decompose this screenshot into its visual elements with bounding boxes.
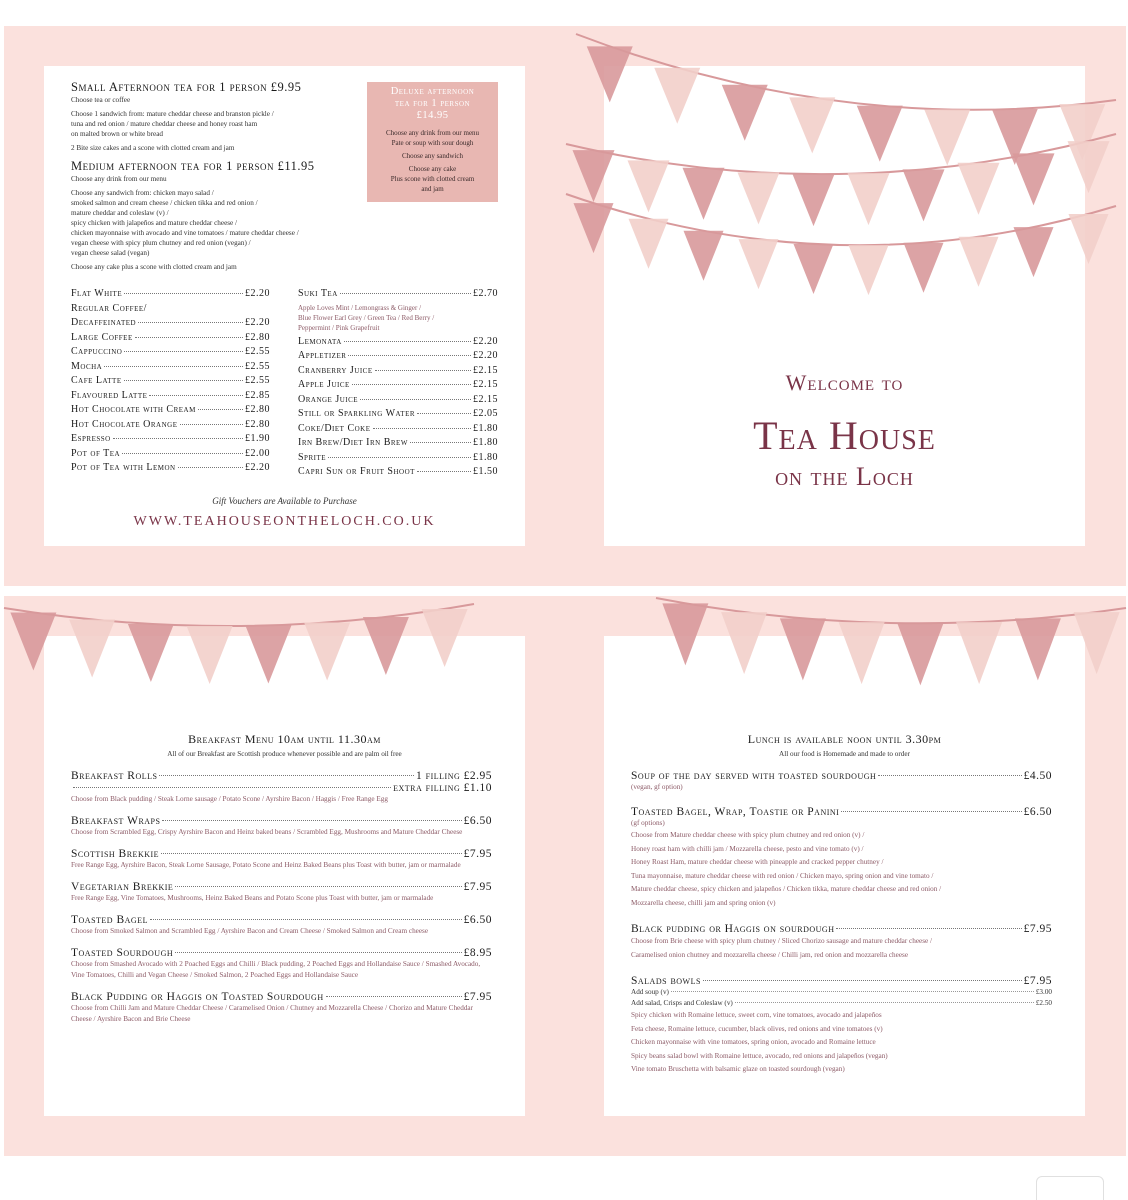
small-line: Choose tea or coffee (71, 96, 131, 104)
leader-dots (124, 380, 243, 381)
bunting-flag (959, 237, 999, 287)
deluxe-line: Plus scone with clotted cream (390, 175, 475, 183)
menu-item-extra: extra filling £1.10 (393, 782, 492, 794)
menu-item-price: £4.50 (1023, 770, 1052, 782)
bunting-flag (1014, 227, 1054, 277)
medium-line: spicy chicken with jalapeños and mature cheddar cheese / (71, 219, 238, 227)
bunting-flag (587, 46, 633, 102)
drink-price: £1.50 (473, 466, 498, 477)
menu-item-row (71, 991, 492, 1003)
medium-line: Choose any cake plus a scone with clotted cream and jam (71, 263, 237, 271)
menu-item-name: Black pudding or Haggis on sourdough (631, 923, 835, 935)
drink-name: Capri Sun or Fruit Shoot (298, 466, 415, 477)
drink-row (71, 346, 270, 361)
breakfast-subtitle: All of our Breakfast are Scottish produce whenever possible and are palm oil free (167, 750, 402, 758)
menu-item-description: Choose from Smashed Avocado with 2 Poached Eggs and Chilli / Black pudding, 2 Poached Eggs and Hollandaise Sauce / Smashed Avocado, Vine Tomatoes, Chilli and Vegan Cheese / Smoked Salmon, 2 Poached Eggs and Hollandaise Sauce (71, 960, 481, 979)
bunting-flag (924, 109, 970, 165)
leader-dots (175, 886, 461, 887)
drink-price: £2.55 (245, 346, 270, 357)
top-spread (4, 26, 1126, 586)
bunting-flag (739, 239, 779, 289)
drink-name: Hot Chocolate with Cream (71, 404, 196, 415)
leader-dots (138, 322, 243, 323)
cold-drinks-list (298, 288, 498, 481)
menu-item-name: Breakfast Wraps (71, 815, 161, 827)
afternoon-tea-section (71, 78, 361, 272)
drink-name: Cranberry Juice (298, 364, 373, 376)
drink-row (298, 379, 498, 394)
medium-line: mature cheddar and coleslaw (v) / (71, 209, 169, 217)
menu-item-name: Toasted Sourdough (71, 947, 174, 959)
bunting-decoration (4, 596, 484, 706)
drink-row (298, 452, 498, 467)
drink-name: Sprite (298, 451, 327, 463)
bunting-flag (128, 624, 174, 682)
drink-row (71, 419, 270, 434)
deluxe-line: and jam (421, 185, 444, 193)
deluxe-title: Deluxe afternoon (390, 86, 475, 97)
addon-row (631, 998, 1052, 1009)
bunting-flag (722, 85, 768, 141)
drink-price: £2.15 (473, 379, 498, 390)
leader-dots (671, 991, 1034, 992)
small-line: tuna and red onion / mature cheddar cheese and honey roast ham (71, 120, 258, 128)
suki-flavour-line: Apple Loves Mint / Lemongrass & Ginger / (298, 303, 422, 312)
small-line: Choose 1 sandwich from: mature cheddar cheese and branston pickle / (71, 110, 274, 118)
drink-row (298, 288, 498, 303)
leader-dots (198, 409, 243, 410)
menu-item-option-line: Spicy beans salad bowl with Romaine lettuce, avocado, red onions and jalapeños (vegan) (631, 1051, 888, 1060)
menu-item-price: £6.50 (463, 815, 492, 827)
drink-price: £1.80 (473, 422, 498, 434)
leader-dots (417, 413, 471, 414)
drink-price: £1.80 (473, 451, 498, 463)
menu-item-option-line: Honey Roast Ham, mature cheddar cheese with pineapple and cracked pepper chutney / (631, 858, 884, 866)
drink-name: Mocha (71, 360, 103, 372)
drink-row (71, 361, 270, 376)
lunch-title: Lunch is available noon until 3.30pm (747, 732, 942, 746)
drink-row (298, 394, 498, 409)
deluxe-line: Pate or soup with sour dough (391, 139, 474, 147)
menu-item-name: Toasted Bagel (71, 914, 148, 926)
menu-item-row (71, 848, 492, 860)
bunting-flag (1013, 153, 1055, 205)
bunting-flag (422, 609, 468, 667)
bunting-flag (1074, 612, 1120, 674)
leader-dots (135, 337, 243, 338)
leader-dots (73, 787, 391, 788)
drink-name: Pot of Tea with Lemon (71, 462, 176, 473)
menu-item-option-line: Vine tomato Bruschetta with balsamic glaze on toasted sourdough (vegan) (631, 1065, 845, 1073)
drink-price: £2.80 (245, 331, 270, 343)
leader-dots (344, 341, 471, 342)
breakfast-page (44, 636, 525, 1116)
leader-dots (373, 428, 472, 429)
menu-item (71, 815, 492, 838)
bunting-flag (683, 168, 725, 220)
leader-dots (159, 775, 414, 776)
drink-price: £2.80 (245, 418, 270, 430)
menu-item (631, 806, 1052, 910)
menu-item-description: Choose from Scrambled Egg, Crispy Ayrshire Bacon and Heinz baked beans / Scrambled Egg, Mushrooms and Mature Cheddar Cheese (71, 828, 463, 836)
deluxe-title: tea for 1 person (394, 98, 471, 109)
leader-dots (360, 399, 471, 400)
bunting-flag (1069, 214, 1109, 264)
drink-row (71, 404, 270, 419)
drink-price: £1.90 (245, 433, 270, 444)
menu-item-option-line: Chicken mayonnaise with vine tomatoes, spring onion, avocado and Romaine lettuce (631, 1038, 876, 1046)
drink-price: £2.20 (473, 335, 498, 347)
menu-item (71, 848, 492, 871)
drink-name: Decaffeinated (71, 317, 137, 328)
leader-dots (375, 370, 471, 371)
menu-item-row (631, 923, 1052, 935)
drink-row (298, 437, 498, 452)
drink-price: £2.20 (245, 317, 270, 328)
menu-item-option-line: Mozzarella cheese, chilli jam and spring onion (v) (631, 898, 776, 907)
drink-price: £2.85 (245, 389, 270, 401)
small-line: 2 Bite size cakes and a scone with clotted cream and jam (71, 144, 235, 152)
menu-item-description: (vegan, gf option) (631, 783, 683, 791)
menu-item-row (631, 975, 1052, 987)
bunting-flag (654, 68, 700, 124)
welcome-heading: Welcome to (785, 370, 904, 395)
drink-row (71, 317, 270, 332)
menu-item-row (631, 806, 1052, 818)
drink-price: £2.20 (245, 462, 270, 473)
bunting-flag (573, 150, 615, 202)
leader-dots (104, 366, 243, 367)
deluxe-line: Choose any cake (408, 165, 457, 173)
drink-name: Orange Juice (298, 393, 359, 405)
drink-price: £2.55 (245, 375, 270, 386)
bunting-flag (857, 106, 903, 162)
bunting-flag (10, 612, 56, 670)
drink-row (298, 336, 498, 351)
drink-row (71, 303, 270, 318)
drink-price: £2.80 (245, 404, 270, 415)
menu-item-name: Scottish Brekkie (71, 848, 160, 860)
drink-row (298, 408, 498, 423)
menu-item (71, 991, 492, 1025)
leader-dots (161, 853, 462, 854)
leader-dots (326, 996, 462, 997)
drink-row (71, 462, 270, 477)
suki-flavour-line: Peppermint / Pink Grapefruit (298, 323, 380, 332)
menu-item-name: Toasted Bagel, Wrap, Toastie or Panini (631, 806, 840, 818)
drink-row (71, 390, 270, 405)
leader-dots (340, 293, 471, 294)
deluxe-line: Choose any drink from our menu (385, 129, 480, 137)
leader-dots (124, 293, 243, 294)
leader-dots (150, 919, 462, 920)
leader-dots (328, 457, 471, 458)
drink-row (71, 433, 270, 448)
menu-item-description: Choose from Black pudding / Steak Lorne sausage / Potato Scone / Ayrshire Bacon / Haggis / Free Range Egg (71, 795, 388, 803)
menu-item-description: (gf options) (631, 819, 665, 827)
drink-name: Flat White (71, 288, 123, 299)
leader-dots (180, 424, 244, 425)
medium-line: vegan cheese with spicy plum chutney and red onion (vegan) / (71, 239, 251, 247)
leader-dots (352, 384, 471, 385)
small-line: on malted brown or white bread (71, 130, 164, 138)
drink-price: £2.55 (245, 360, 270, 372)
drink-name: Apple Juice (298, 379, 350, 390)
leader-dots (841, 811, 1021, 812)
leader-dots (178, 467, 243, 468)
menu-item-row (71, 881, 492, 893)
suki-flavours (298, 303, 498, 333)
drink-price: £1.80 (473, 437, 498, 448)
menu-item (631, 975, 1052, 1077)
bunting-flag (684, 231, 724, 281)
bunting-flag (793, 174, 835, 226)
menu-item-extra-row (71, 782, 492, 794)
menu-item (71, 881, 492, 904)
bunting-flag (904, 243, 944, 293)
leader-dots (878, 775, 1021, 776)
scroll-widget (1036, 1176, 1104, 1200)
leader-dots (735, 1002, 1034, 1003)
drink-row (298, 350, 498, 365)
bunting-flag (628, 160, 670, 212)
menu-item-price: 1 filling £2.95 (416, 770, 492, 782)
menu-item (71, 947, 492, 981)
menu-item-row (71, 815, 492, 827)
drink-row (298, 466, 498, 481)
bunting-flag (839, 622, 885, 684)
bunting-decoration (656, 596, 1126, 706)
drink-price: £2.15 (473, 393, 498, 405)
bunting-flag (69, 619, 115, 677)
menu-item-description: Free Range Egg, Ayrshire Bacon, Steak Lorne Sausage, Potato Scone and Heinz Baked Beans plus Toast with butter, jam or marmalade (71, 861, 461, 869)
bunting-flag (245, 625, 291, 683)
drink-row (71, 448, 270, 463)
drink-price: £2.00 (245, 447, 270, 459)
website-link[interactable]: WWW.TEAHOUSEONTHELOCH.CO.UK (133, 514, 436, 529)
breakfast-items (71, 770, 492, 1035)
hot-drinks-list (71, 288, 270, 477)
drink-row (298, 365, 498, 380)
menu-item-option-line: Mature cheddar cheese, spicy chicken and jalapeños / Chicken tikka, mature cheddar cheese and red onion / (631, 885, 942, 893)
deluxe-afternoon-tea-box (367, 82, 498, 202)
menu-item-description: Free Range Egg, Vine Tomatoes, Mushrooms, Heinz Baked Beans and Potato Scone plus Toast with butter, jam or marmalade (71, 894, 434, 902)
menu-item-price: £6.50 (463, 914, 492, 926)
drink-name: Coke/Diet Coke (298, 422, 371, 434)
drink-name: Cafe Latte (71, 375, 122, 386)
deluxe-line: Choose any sandwich (401, 152, 464, 160)
bunting-flag (629, 219, 669, 269)
menu-item-price: £8.95 (463, 947, 492, 959)
menu-item (71, 914, 492, 937)
drink-name: Cappuccino (71, 346, 123, 357)
cold-drinks-rows (298, 336, 498, 481)
menu-item-option-line: Feta cheese, Romaine lettuce, cucumber, black olives, red onions and vine tomatoes (v) (631, 1024, 883, 1033)
drinks-page (44, 66, 525, 546)
menu-item-price: £7.95 (1023, 975, 1052, 987)
menu-item-name: Black Pudding or Haggis on Toasted Sourdough (71, 991, 324, 1003)
medium-line: smoked salmon and cream cheese / chicken tikka and red onion / (71, 199, 258, 207)
addon-price: £2.50 (1035, 999, 1052, 1007)
drink-name: Hot Chocolate Orange (71, 418, 178, 430)
bunting-flag (304, 622, 350, 680)
leader-dots (124, 351, 243, 352)
bunting-flag (897, 623, 943, 685)
drink-name: Appletizer (298, 350, 347, 361)
bunting-flag (662, 603, 708, 665)
bunting-decoration (566, 26, 1126, 326)
leader-dots (410, 442, 471, 443)
lunch-items (631, 770, 1052, 1090)
menu-item-row (71, 914, 492, 926)
menu-item-row (71, 947, 492, 959)
small-afternoon-tea-title: Small Afternoon tea for 1 person £9.95 (71, 80, 302, 94)
drink-row (71, 332, 270, 347)
bunting-flag (903, 169, 945, 221)
bunting-flag (1068, 141, 1110, 193)
drink-price: £2.20 (245, 288, 270, 299)
addon-row (631, 987, 1052, 998)
bunting-flag (780, 618, 826, 680)
menu-item-option-line: Honey roast ham with chilli jam / Mozzarella cheese, pesto and vine tomato (v) / (631, 844, 864, 853)
leader-dots (703, 980, 1022, 981)
bunting-flag (958, 163, 1000, 215)
menu-item-option-line: Spicy chicken with Romaine lettuce, sweet corn, vine tomatoes, avocado and jalapeños (631, 1011, 882, 1019)
menu-item-price: £7.95 (1023, 923, 1052, 935)
bunting-flag (789, 97, 835, 153)
medium-afternoon-tea-title: Medium afternoon tea for 1 person £11.95 (71, 159, 315, 173)
drink-price: £2.15 (473, 364, 498, 376)
drink-name: Pot of Tea (71, 447, 121, 459)
menu-item-name: Salads bowls (631, 975, 701, 987)
bunting-flag (794, 244, 834, 294)
on-the-loch-subtitle: on the Loch (775, 462, 914, 491)
leader-dots (113, 438, 243, 439)
bunting-flag (848, 173, 890, 225)
menu-item-price: £7.95 (463, 991, 492, 1003)
menu-item-description: Choose from Chilli Jam and Mature Cheddar Cheese / Caramelised Onion / Chutney and Mozzarella Cheese / Chorizo and Mature Cheddar Cheese / Ayrshire Bacon and Brie Cheese (71, 1004, 473, 1023)
bunting-flag (574, 203, 614, 253)
menu-item-option-line: Choose from Mature cheddar cheese with spicy plum chutney and red onion (v) / (631, 831, 865, 839)
leader-dots (417, 471, 471, 472)
drink-name: Espresso (71, 433, 111, 444)
bunting-flag (363, 617, 409, 675)
medium-line: Choose any sandwich from: chicken mayo salad / (71, 189, 214, 197)
leader-dots (149, 395, 243, 396)
bunting-flag (187, 626, 233, 684)
breakfast-title: Breakfast Menu 10am until 11.30am (188, 732, 381, 746)
tea-house-title: Tea House (753, 413, 936, 458)
lunch-subtitle: All our food is Homemade and made to order (779, 750, 910, 758)
menu-item-option-line: Caramelised onion chutney and mozzarella cheese / Chilli jam, red onion and mozzarella cheese (631, 950, 909, 959)
drink-price: £2.05 (473, 408, 498, 419)
drink-name: Still or Sparkling Water (298, 408, 416, 419)
drink-name: Flavoured Latte (71, 389, 148, 401)
drink-row (71, 375, 270, 390)
addon-label: Add soup (v) (631, 988, 669, 996)
menu-item-option-line: Tuna mayonnaise, mature cheddar cheese with red onion / Chicken mayo, spring onion and vine tomato / (631, 871, 934, 880)
drink-name: Lemonata (298, 335, 342, 347)
menu-item-name: Vegetarian Brekkie (71, 881, 174, 893)
bunting-flag (738, 172, 780, 224)
menu-item (631, 923, 1052, 962)
bottom-spread (4, 596, 1126, 1156)
leader-dots (348, 355, 471, 356)
menu-item-name: Soup of the day served with toasted sourdough (631, 770, 877, 782)
bunting-flag (1015, 618, 1061, 680)
medium-line: vegan cheese salad (vegan) (71, 249, 150, 257)
menu-item-row (71, 770, 492, 782)
bunting-flag (721, 612, 767, 674)
menu-item-price: £6.50 (1023, 806, 1052, 818)
menu-item-description: Choose from Smoked Salmon and Scrambled Egg / Ayrshire Bacon and Cream Cheese / Smoked Salmon and Cream cheese (71, 927, 429, 935)
medium-line: chicken mayonnaise with avocado and vine tomatoes / mature cheddar cheese / (71, 229, 299, 237)
addon-price: £3.00 (1035, 988, 1052, 996)
drink-price: £2.70 (473, 288, 498, 299)
drink-row (71, 288, 270, 303)
drink-row (298, 423, 498, 438)
drink-name: Irn Brew/Diet Irn Brew (298, 437, 408, 448)
menu-item-option-line: Choose from Brie cheese with spicy plum chutney / Sliced Chorizo sausage and mature cheddar cheese / (631, 937, 932, 945)
medium-line: Choose any drink from our menu (71, 175, 167, 183)
drink-name: Regular Coffee/ (71, 302, 147, 314)
leader-dots (175, 952, 461, 953)
drink-name: Large Coffee (71, 331, 133, 343)
addon-label: Add salad, Crisps and Coleslaw (v) (631, 999, 733, 1007)
menu-item-row (631, 770, 1052, 782)
leader-dots (122, 453, 243, 454)
deluxe-price: £14.95 (416, 110, 449, 121)
drink-price: £2.20 (473, 350, 498, 361)
menu-item (631, 770, 1052, 793)
gift-vouchers-note: Gift Vouchers are Available to Purchase (212, 496, 357, 506)
drink-name: Suki Tea (298, 288, 338, 299)
lunch-page (604, 636, 1085, 1116)
leader-dots (836, 928, 1021, 929)
menu-item-price: £7.95 (463, 848, 492, 860)
menu-item-name: Breakfast Rolls (71, 770, 158, 782)
menu-item (71, 770, 492, 805)
suki-flavour-line: Blue Flower Earl Grey / Green Tea / Red Berry / (298, 313, 435, 322)
leader-dots (162, 820, 461, 821)
bunting-flag (956, 622, 1002, 684)
bunting-flag (849, 245, 889, 295)
menu-item-price: £7.95 (463, 881, 492, 893)
